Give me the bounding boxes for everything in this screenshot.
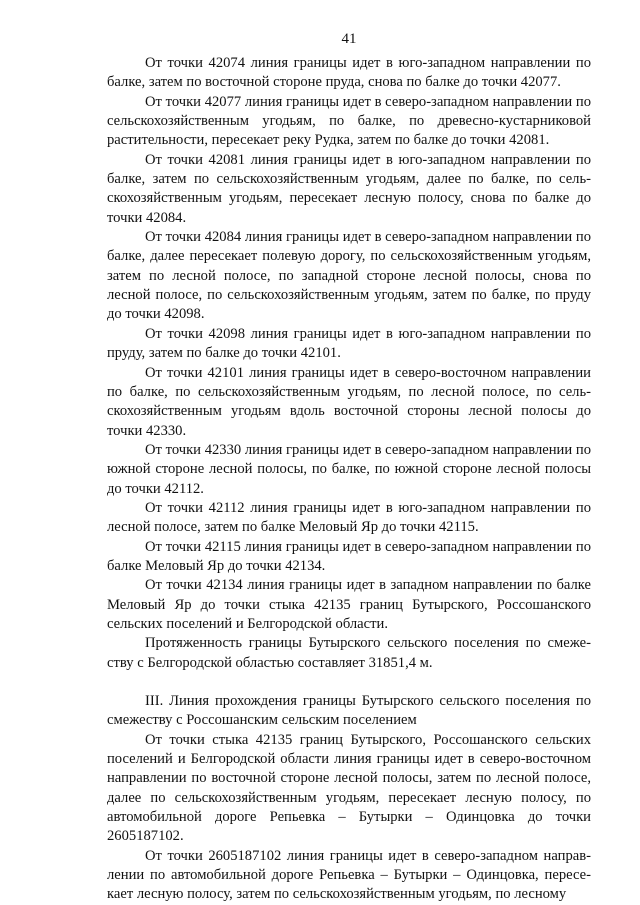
paragraph: От точки 42134 линия границы идет в западном направлении по балке Меловый Яр до точки стыка 42135 границ Бутырского, Россошанского сельских поселений и Белгородской области. [107, 577, 591, 632]
paragraph: От точки 42077 линия границы идет в северо-западном направлении по сельскохозяйственным угодьям, по балке, по древесно-кустарниковой растительности, пересекает реку Рудка, затем по балке до точки 42081. [107, 93, 591, 149]
paragraph: От точки стыка 42135 границ Бутырского, Россошанского сельских поселений и Белгородской области линия границы идет в северо-восточном направлении по восточной стороне лесной полосы, затем по лесной полосе, далее по сельскохозяйственным угодьям, пересекает лесную полосу, по автомобильной дороге Репьевка – Бутырки – Одинцовка до точки 2605187102. [107, 731, 591, 845]
paragraph: От точки 42115 линия границы идет в северо-западном направлении по балке Меловый Яр до точки 42134. [107, 538, 591, 574]
paragraph: От точки 42074 линия границы идет в юго-западном направлении по балке, затем по восточной стороне пруда, снова по балке до точки 42077. [107, 55, 591, 91]
paragraph: От точки 42098 линия границы идет в юго-западном направлении по пруду, затем по балке до точки 42101. [107, 325, 591, 362]
paragraph: От точки 42330 линия границы идет в северо-западном направлении по южной стороне лесной полосы, по балке, по южной стороне лесной полосы до точки 42112. [107, 441, 591, 497]
paragraph: Протяженность границы Бутырского сельского поселения по смежеству с Белгородской областью составляет 31851,4 м. [107, 635, 591, 671]
paragraph: От точки 2605187102 линия границы идет в северо-западном направлении по автомобильной дороге Репьевка – Бутырки – Одинцовка, пересекает лесную полосу, затем по сельскохозяйственным угодьям, по лесному [107, 847, 591, 903]
paragraph: От точки 42112 линия границы идет в юго-западном направлении по лесной полосе, затем по балке Меловый Яр до точки 42115. [107, 499, 591, 536]
paragraph: От точки 42081 линия границы идет в юго-западном направлении по балке, затем по сельскохозяйственным угодьям, далее по балке, по сельскохозяйственным угодьям, пересекает лесную полосу, снова по балке до точки 42084. [107, 151, 591, 226]
page-number: 41 [341, 31, 357, 47]
paragraph: От точки 42101 линия границы идет в северо-восточном направлении по балке, по сельскохозяйственным угодьям, по лесной полосе, по сельскохозяйственным угодьям вдоль восточной стороны лесной полосы до точки 42330. [107, 364, 591, 439]
section-heading: III. Линия прохождения границы Бутырского сельского поселения по смежеству с Россошанским сельским поселением [107, 693, 591, 729]
document-page [107, 30, 591, 905]
paragraph: От точки 42084 линия границы идет в северо-западном направлении по балке, далее пересекает полевую дорогу, по сельскохозяйственным угодьям, затем по лесной полосе, по западной стороне лесной полосы, снова по лесной полосе, по сельскохозяйственным угодьям, затем по балке, по пруду до точки 42098. [107, 229, 591, 323]
section-spacer [107, 673, 591, 692]
